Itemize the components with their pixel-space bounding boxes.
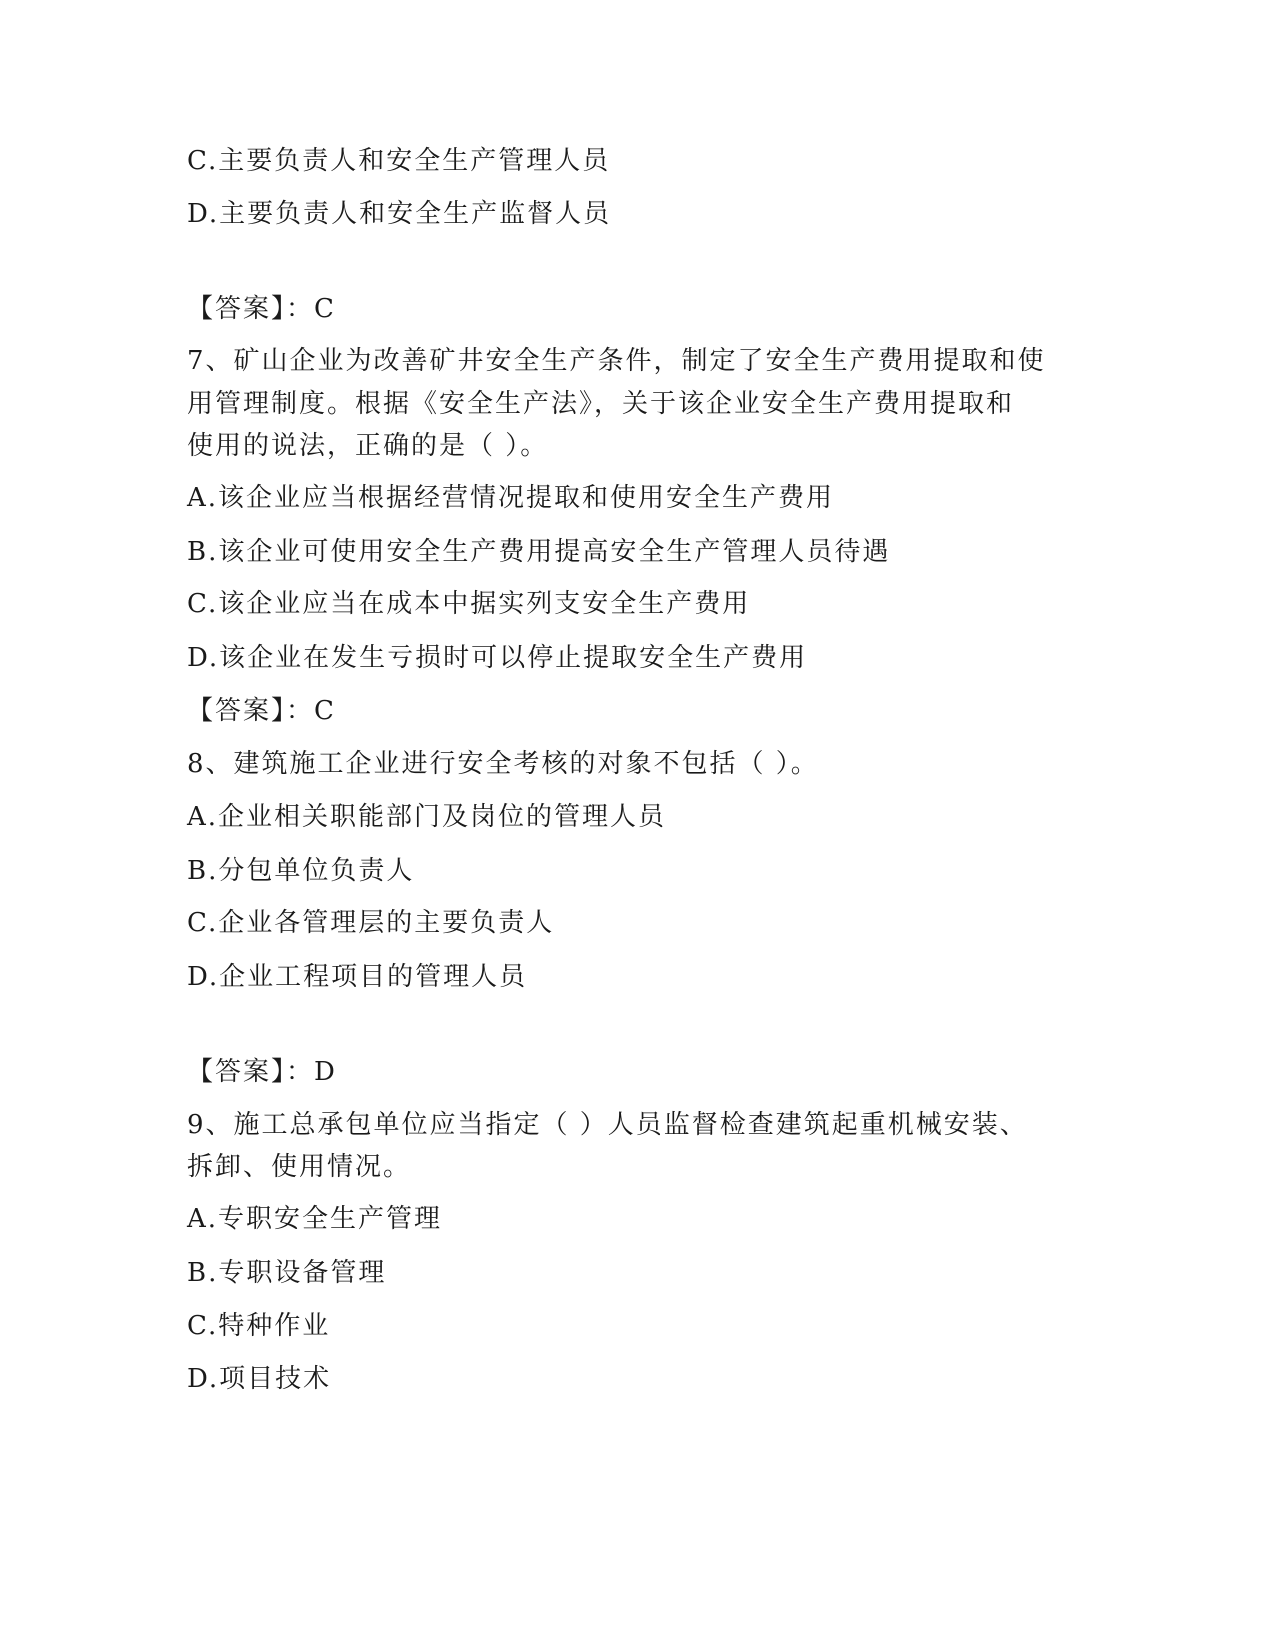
q7-stem-line-3: 使用的说法，正确的是（ ）。 <box>187 431 549 461</box>
q7-option-c: C.该企业应当在成本中据实列支安全生产费用 <box>187 589 751 619</box>
q9-stem-line-1: 9、施工总承包单位应当指定（ ）人员监督检查建筑起重机械安装、 <box>187 1110 1028 1140</box>
q7-option-a: A.该企业应当根据经营情况提取和使用安全生产费用 <box>187 483 835 513</box>
q7-option-b: B.该企业可使用安全生产费用提高安全生产管理人员待遇 <box>187 537 891 567</box>
q8-option-c: C.企业各管理层的主要负责人 <box>187 908 555 938</box>
q9-option-a: A.专职安全生产管理 <box>187 1204 443 1234</box>
q7-stem-line-2: 用管理制度。根据《安全生产法》，关于该企业安全生产费用提取和 <box>187 389 1015 419</box>
q9-option-b: B.专职设备管理 <box>187 1258 387 1288</box>
q6-answer: 【答案】：C <box>187 294 336 324</box>
q7-answer: 【答案】：C <box>187 696 336 726</box>
q9-option-d: D.项目技术 <box>187 1364 332 1394</box>
q8-option-a: A.企业相关职能部门及岗位的管理人员 <box>187 802 667 832</box>
q8-answer: 【答案】：D <box>187 1057 337 1087</box>
q8-option-d: D.企业工程项目的管理人员 <box>187 962 528 992</box>
q7-stem-line-1: 7、矿山企业为改善矿井安全生产条件，制定了安全生产费用提取和使 <box>187 346 1046 376</box>
q8-stem: 8、建筑施工企业进行安全考核的对象不包括（ ）。 <box>187 749 819 779</box>
q8-option-b: B.分包单位负责人 <box>187 856 415 886</box>
q9-option-c: C.特种作业 <box>187 1311 331 1341</box>
q6-option-c: C.主要负责人和安全生产管理人员 <box>187 146 611 176</box>
q7-option-d: D.该企业在发生亏损时可以停止提取安全生产费用 <box>187 643 808 673</box>
q9-stem-line-2: 拆卸、使用情况。 <box>187 1152 412 1182</box>
q6-option-d: D.主要负责人和安全生产监督人员 <box>187 199 612 229</box>
